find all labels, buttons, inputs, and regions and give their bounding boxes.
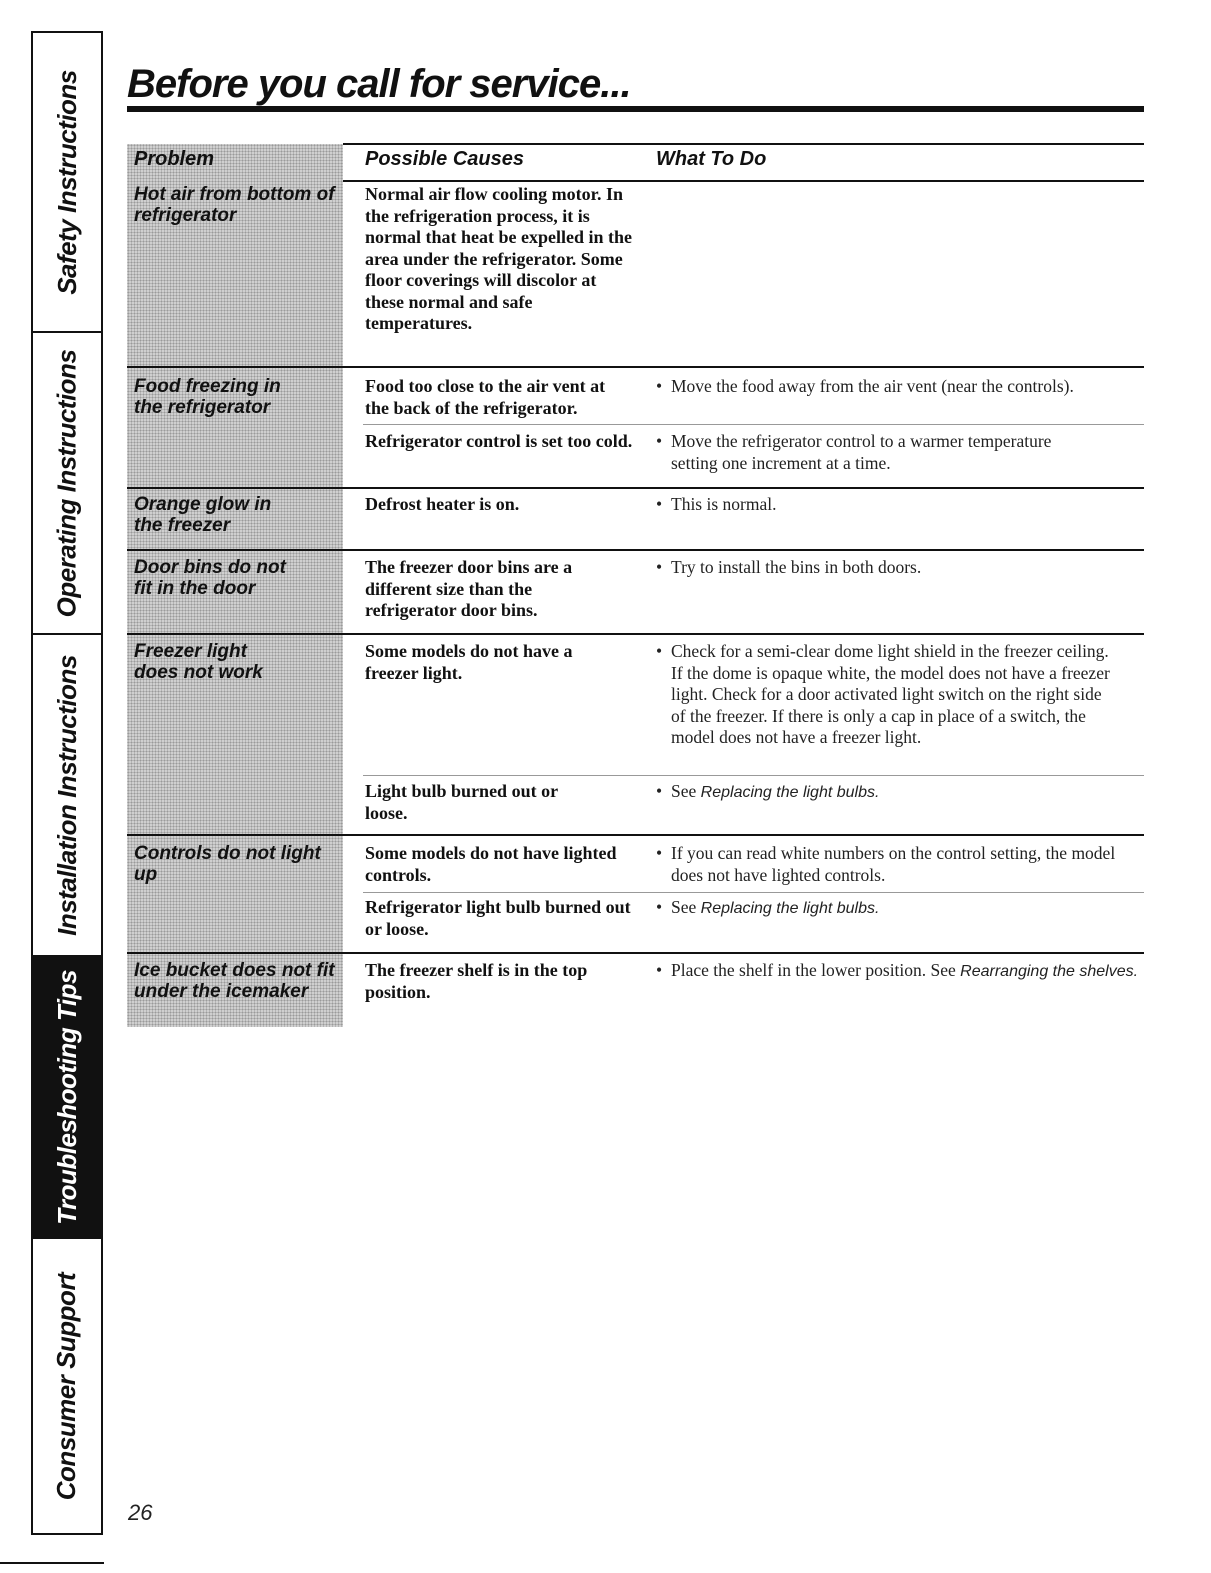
- ref-replacing-light-bulbs[interactable]: Replacing the light bulbs.: [700, 900, 880, 917]
- sub-row-divider: [363, 892, 1144, 893]
- todo-normal: [656, 494, 1146, 516]
- todo-check-dome: [656, 641, 1116, 749]
- table-top-divider: [343, 143, 1144, 145]
- todo-text: See: [671, 897, 701, 917]
- todo-see-replacing-bulbs: [656, 897, 1146, 920]
- cause-no-freezer-light: Some models do not have a freezer light.: [365, 641, 573, 683]
- tab-consumer-support[interactable]: [33, 1239, 101, 1533]
- tab-troubleshooting-tips[interactable]: [33, 957, 101, 1239]
- cause-food-near-vent: Food too close to the air vent at the back of the refrigerator.: [365, 376, 606, 418]
- tab-operating-instructions[interactable]: [33, 333, 101, 635]
- tab-label: Operating Instructions: [51, 349, 82, 617]
- header-problem: Problem: [134, 148, 215, 170]
- todo-text: Try to install the bins in both doors.: [671, 557, 922, 577]
- problem-ice-bucket: Ice bucket does not fit under the icemaker: [134, 960, 335, 1002]
- bullet-icon: •: [656, 557, 663, 577]
- row-divider: [127, 549, 1144, 551]
- sub-row-divider: [363, 424, 1144, 425]
- page-number: 26: [128, 1500, 153, 1525]
- tab-safety-instructions[interactable]: [33, 33, 101, 333]
- bullet-icon: •: [656, 641, 663, 661]
- row-divider: [127, 487, 1144, 489]
- cause-bulb-burned-out: Light bulb burned out or loose.: [365, 781, 558, 823]
- todo-install-bins: [656, 557, 1146, 579]
- bullet-icon: •: [656, 960, 663, 980]
- todo-text: If you can read white numbers on the control setting, the model does not have lighted controls.: [671, 843, 1116, 885]
- bullet-icon: •: [656, 376, 663, 396]
- cause-shelf-top-position: The freezer shelf is in the top position.: [365, 960, 588, 1002]
- problem-hot-air: Hot air from bottom of refrigerator: [134, 184, 335, 226]
- bullet-icon: •: [656, 431, 663, 451]
- bullet-icon: •: [656, 843, 663, 863]
- cause-no-lighted-controls: Some models do not have lighted controls.: [365, 843, 617, 885]
- todo-text: This is normal.: [671, 494, 777, 514]
- row-divider: [127, 834, 1144, 836]
- title-divider: [127, 106, 1144, 112]
- todo-see-replacing-bulbs: [656, 781, 1146, 804]
- cause-different-bin-size: The freezer door bins are a different size than the refrigerator door bins.: [365, 557, 573, 620]
- problem-orange-glow: Orange glow in the freezer: [134, 494, 272, 536]
- todo-lower-shelf: [656, 960, 1146, 983]
- todo-adjust-control: [656, 431, 1086, 474]
- row-divider: [127, 952, 1144, 954]
- todo-text: Check for a semi-clear dome light shield in the freezer ceiling. If the dome is opaque white, the model does not have a freezer light. Check for a door activated light switch on the right side of the freezer. If there is only a cap in place of a switch, the model does not have a freezer light.: [671, 641, 1110, 747]
- header-what-to-do: What To Do: [656, 148, 767, 170]
- tab-label: Consumer Support: [51, 1272, 82, 1500]
- todo-text: Move the refrigerator control to a warmer temperature setting one increment at a time.: [671, 431, 1052, 473]
- cause-defrost-heater: Defrost heater is on.: [365, 494, 520, 514]
- tab-installation-instructions[interactable]: [33, 635, 101, 957]
- todo-read-white-numbers: [656, 843, 1146, 886]
- row-divider: [127, 366, 1144, 368]
- section-tabs: [31, 31, 103, 1535]
- bullet-icon: •: [656, 897, 663, 917]
- ref-rearranging-shelves[interactable]: Rearranging the shelves.: [960, 963, 1139, 980]
- bullet-icon: •: [656, 781, 663, 801]
- cause-normal-air-flow: Normal air flow cooling motor. In the refrigeration process, it is normal that heat be expelled in the area under the refrigerator. Some floor coverings will discolor at these normal and safe temperatures.: [365, 184, 632, 333]
- header-divider: [343, 180, 1144, 182]
- footer-divider: [0, 1562, 104, 1564]
- cause-control-too-cold: Refrigerator control is set too cold.: [365, 431, 633, 451]
- todo-text: Move the food away from the air vent (near the controls).: [671, 376, 1074, 396]
- header-possible-causes: Possible Causes: [365, 148, 524, 170]
- cause-refrigerator-bulb: Refrigerator light bulb burned out or loose.: [365, 897, 631, 939]
- tab-label: Safety Instructions: [51, 69, 82, 295]
- problem-door-bins: Door bins do not fit in the door: [134, 557, 286, 599]
- problem-freezer-light: Freezer light does not work: [134, 641, 263, 683]
- todo-move-food: [656, 376, 1146, 398]
- problem-food-freezing: Food freezing in the refrigerator: [134, 376, 281, 418]
- page-title: Before you call for service...: [127, 62, 631, 106]
- problem-controls-no-light: Controls do not light up: [134, 843, 321, 885]
- bullet-icon: •: [656, 494, 663, 514]
- ref-replacing-light-bulbs[interactable]: Replacing the light bulbs.: [700, 784, 880, 801]
- todo-text: See: [671, 781, 701, 801]
- tab-label: Installation Instructions: [51, 654, 82, 936]
- sub-row-divider: [363, 775, 1144, 776]
- tab-label: Troubleshooting Tips: [51, 969, 82, 1225]
- row-divider: [127, 633, 1144, 635]
- todo-text: Place the shelf in the lower position. See: [671, 960, 961, 980]
